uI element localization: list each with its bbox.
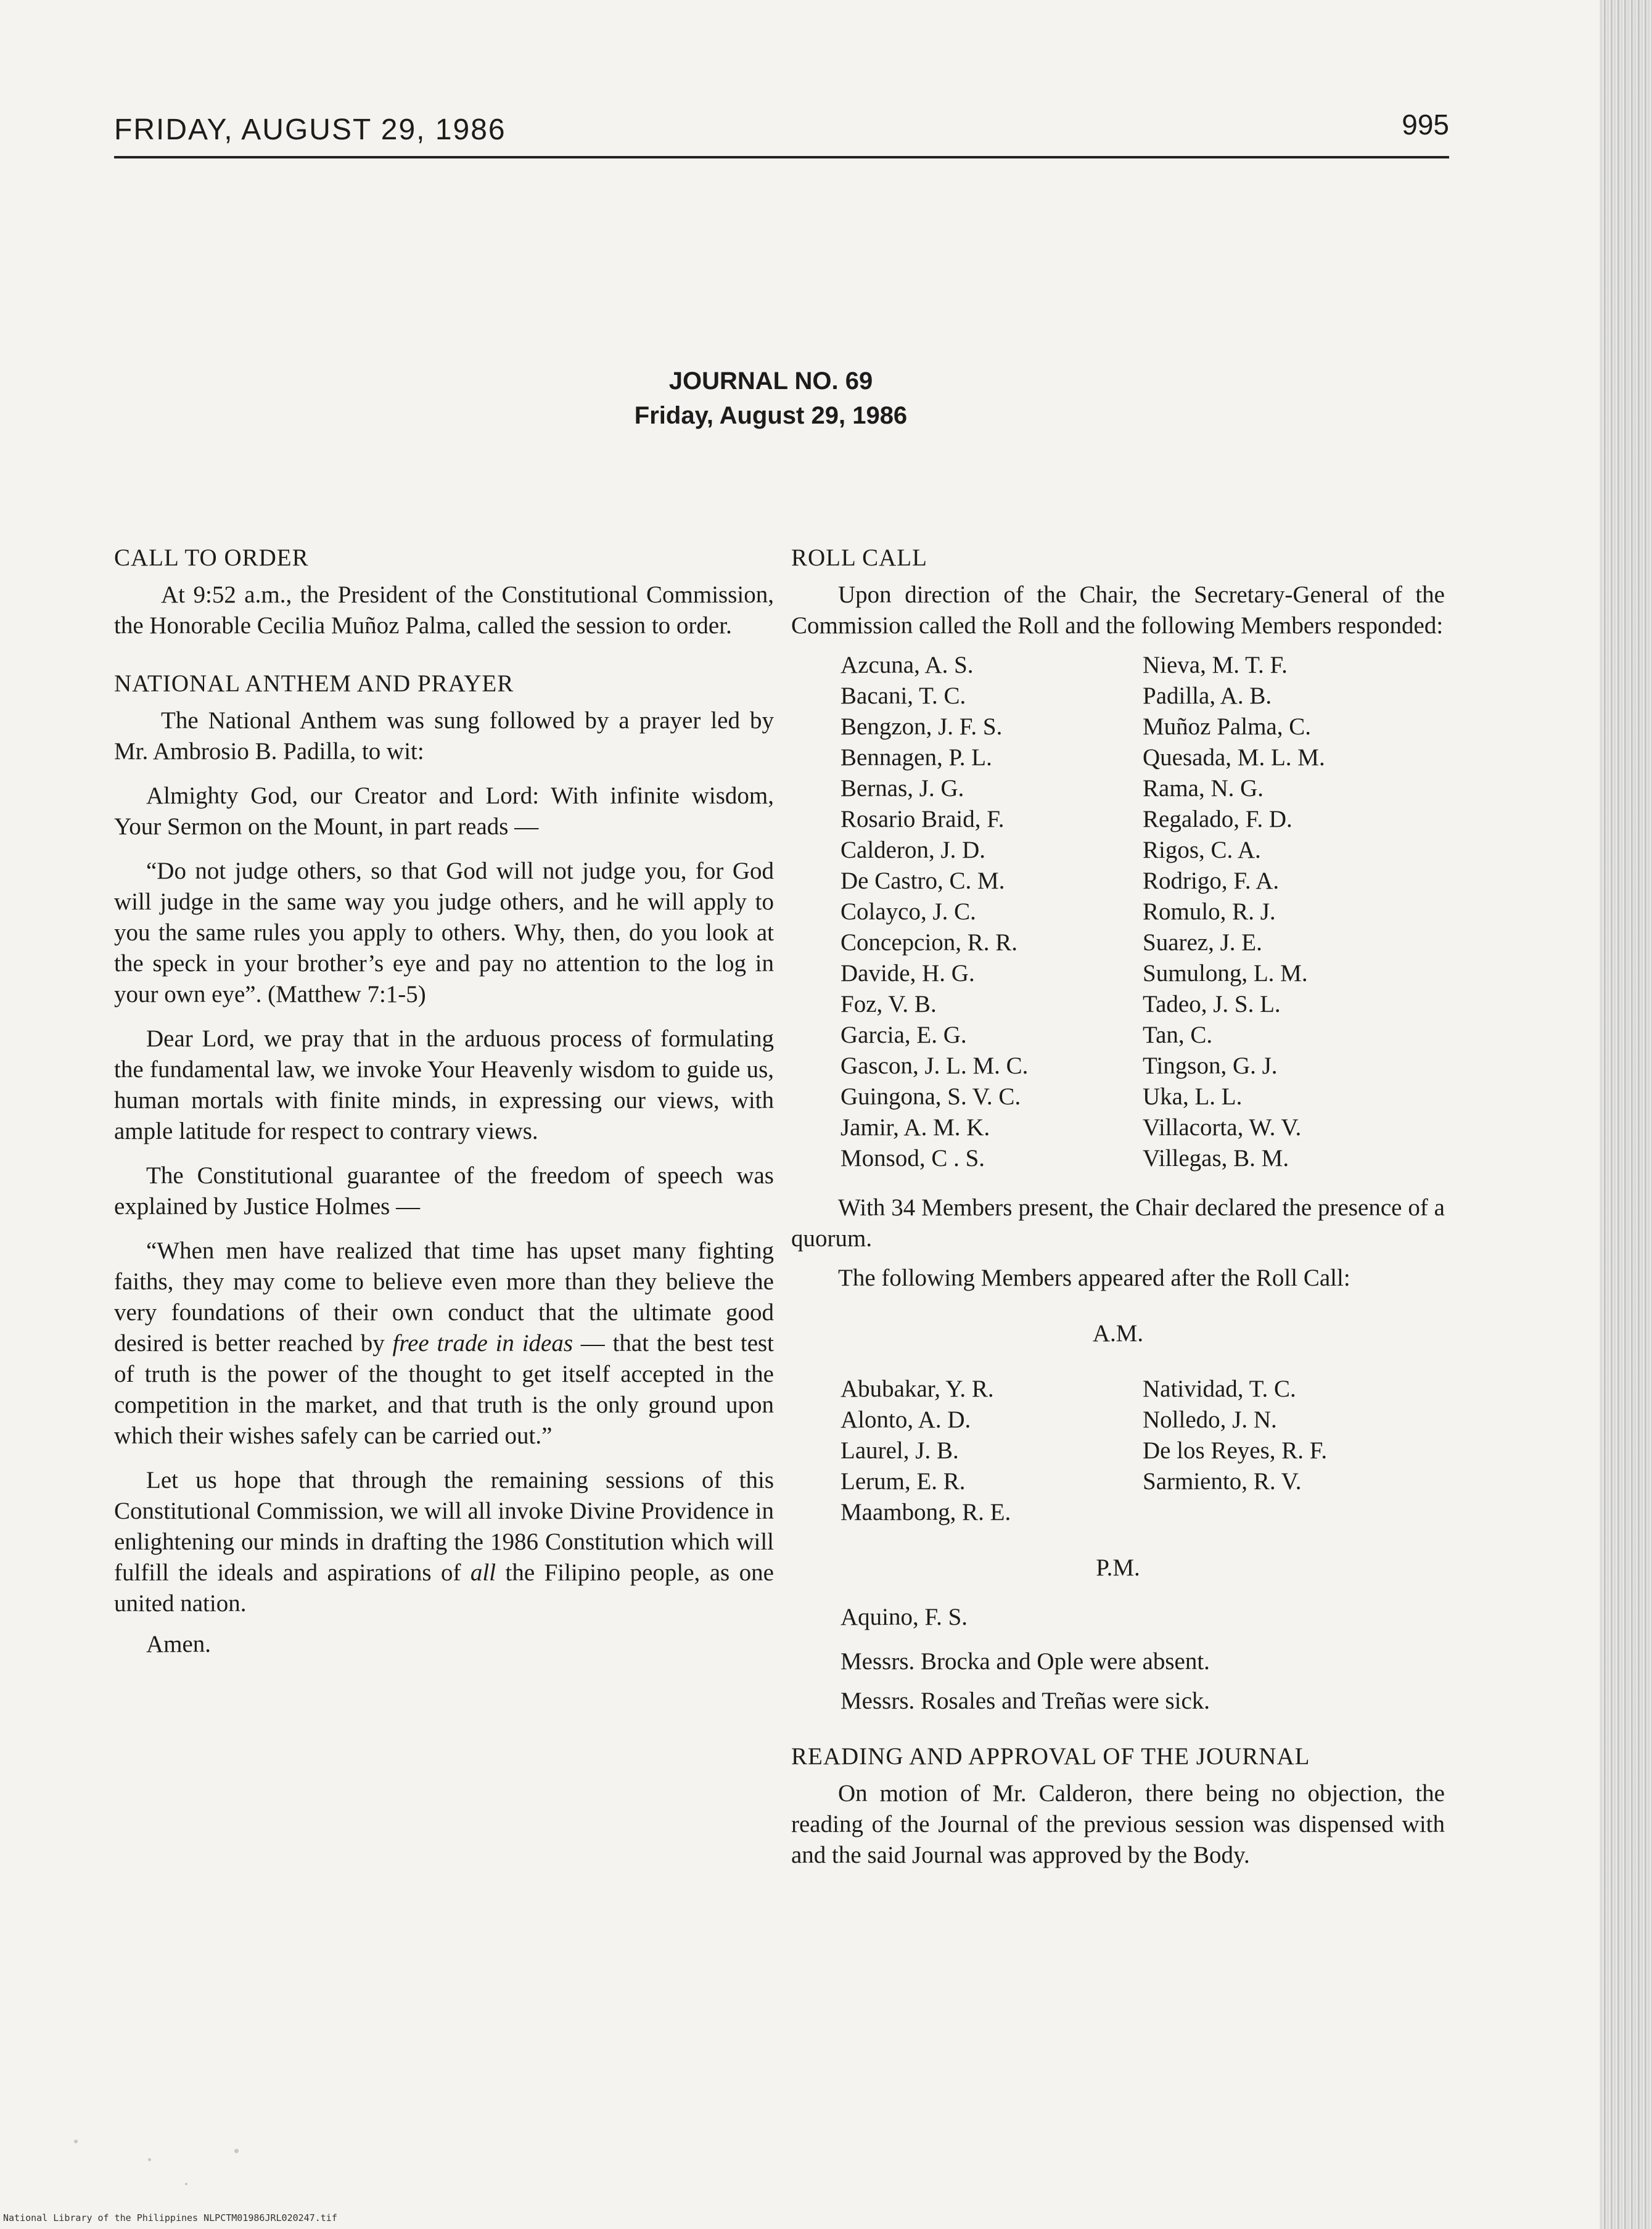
member-name: Muñoz Palma, C.: [1143, 713, 1311, 740]
anthem-intro: The National Anthem was sung followed by a prayer led by Mr. Ambrosio B. Padilla, to wit:: [114, 707, 774, 765]
after-roll-text: The following Members appeared after the Roll Call:: [838, 1265, 1350, 1291]
running-head: [114, 108, 1449, 158]
holmes-quote: [114, 1236, 774, 1451]
member-name: Romulo, R. J.: [1143, 898, 1276, 925]
member-name: Davide, H. G.: [840, 960, 975, 987]
member-name: Villegas, B. M.: [1143, 1145, 1289, 1172]
member-name: Azcuna, A. S.: [840, 652, 974, 678]
member-name: Nieva, M. T. F.: [1143, 652, 1288, 678]
quorum-text: With 34 Members present, the Chair declared the presence of a quorum.: [791, 1194, 1445, 1252]
prayer-4-part-2: the Filipino people, as one united nation.: [114, 1559, 774, 1617]
prayer-paragraph-1: Almighty God, our Creator and Lord: With infinite wisdom, Your Sermon on the Mount, in part reads —: [114, 782, 774, 840]
roll-call-intro: Upon direction of the Chair, the Secretary-General of the Commission called the Roll and the following Members responded:: [791, 581, 1445, 639]
prayer-paragraph-2: Dear Lord, we pray that in the arduous process of formulating the fundamental law, we invoke Your Heavenly wisdom to guide us, human mortals with finite minds, in expressing our views, with ample latitude for respect to contrary views.: [114, 1025, 774, 1144]
members-present-list: [840, 650, 1445, 1174]
journal-approval-heading: READING AND APPROVAL OF THE JOURNAL: [791, 1743, 1310, 1770]
prayer-4-emphasis: all: [470, 1559, 496, 1586]
member-name: Villacorta, W. V.: [1143, 1114, 1302, 1141]
journal-number: JOURNAL NO. 69: [668, 367, 873, 395]
member-name: Tan, C.: [1143, 1022, 1213, 1048]
journal-title: [493, 364, 1048, 433]
pm-member: Aquino, F. S.: [840, 1604, 968, 1630]
pm-label: P.M.: [1096, 1554, 1140, 1581]
holmes-quote-part-2: — that the best test of truth is the power of the thought to get itself accepted in the competition in the market, and that truth is the only ground upon which their wishes safely can be carried out.”: [114, 1330, 775, 1449]
am-members-col-2: [1143, 1374, 1445, 1528]
am-members-col-1: [840, 1374, 1143, 1528]
member-name: Rama, N. G.: [1143, 775, 1264, 802]
member-name: Uka, L. L.: [1143, 1083, 1243, 1110]
late-member-name: Natividad, T. C.: [1143, 1376, 1296, 1402]
late-member-name: Alonto, A. D.: [840, 1406, 971, 1433]
page-number: 995: [1402, 109, 1449, 141]
member-name: Colayco, J. C.: [840, 898, 976, 925]
sick-note: Messrs. Rosales and Treñas were sick.: [840, 1688, 1210, 1714]
member-name: De Castro, C. M.: [840, 868, 1005, 894]
member-name: Monsod, C . S.: [840, 1145, 985, 1172]
member-name: Guingona, S. V. C.: [840, 1083, 1021, 1110]
member-name: Quesada, M. L. M.: [1143, 744, 1325, 771]
member-name: Calderon, J. D.: [840, 837, 986, 863]
late-member-name: Maambong, R. E.: [840, 1499, 1011, 1525]
am-label: A.M.: [1092, 1320, 1144, 1347]
member-name: Rodrigo, F. A.: [1143, 868, 1280, 894]
member-name: Bengzon, J. F. S.: [840, 713, 1003, 740]
member-name: Bernas, J. G.: [840, 775, 964, 802]
call-to-order-text: At 9:52 a.m., the President of the Constitutional Commission, the Honorable Cecilia Muñoz Palma, called the session to order.: [114, 581, 774, 639]
prayer-4-part-1: Let us hope that through the remaining sessions of this Constitutional Commission, we will all invoke Divine Providence in enlightening our minds in drafting the 1986 Constitution which will fulfill the ideals and aspirations of: [114, 1467, 774, 1586]
absent-note: Messrs. Brocka and Ople were absent.: [840, 1648, 1210, 1675]
member-name: Sumulong, L. M.: [1143, 960, 1308, 987]
anthem-heading: NATIONAL ANTHEM AND PRAYER: [114, 670, 514, 697]
member-name: Rigos, C. A.: [1143, 837, 1261, 863]
member-name: Gascon, J. L. M. C.: [840, 1053, 1029, 1079]
members-present-col-2: [1143, 650, 1445, 1174]
member-name: Tingson, G. J.: [1143, 1053, 1278, 1079]
member-name: Bacani, T. C.: [840, 683, 966, 709]
left-column: [114, 543, 774, 1660]
prayer-paragraph-3: The Constitutional guarantee of the freedom of speech was explained by Justice Holmes —: [114, 1162, 774, 1220]
call-to-order-heading: CALL TO ORDER: [114, 544, 309, 571]
roll-call-heading: ROLL CALL: [791, 544, 927, 571]
member-name: Garcia, E. G.: [840, 1022, 967, 1048]
member-name: Regalado, F. D.: [1143, 806, 1292, 832]
journal-approval-text: On motion of Mr. Calderon, there being no objection, the reading of the Journal of the previous session was dispensed with and the said Journal was approved by the Body.: [791, 1780, 1445, 1868]
right-column: [791, 543, 1445, 1871]
scan-edge: [1600, 0, 1652, 2229]
member-name: Foz, V. B.: [840, 991, 937, 1017]
amen: Amen.: [146, 1631, 212, 1657]
journal-date: Friday, August 29, 1986: [634, 402, 908, 429]
scan-source-note: National Library of the Philippines NLPCTM01986JRL020247.tif: [3, 2212, 337, 2223]
holmes-quote-emphasis: free trade in ideas: [392, 1330, 573, 1357]
late-member-name: Lerum, E. R.: [840, 1468, 966, 1495]
prayer-paragraph-4: [114, 1465, 774, 1619]
member-name: Tadeo, J. S. L.: [1143, 991, 1281, 1017]
member-name: Bennagen, P. L.: [840, 744, 992, 771]
late-member-name: Nolledo, J. N.: [1143, 1406, 1277, 1433]
running-date: FRIDAY, AUGUST 29, 1986: [114, 113, 506, 146]
member-name: Padilla, A. B.: [1143, 683, 1272, 709]
late-member-name: Sarmiento, R. V.: [1143, 1468, 1302, 1495]
am-members-list: [840, 1374, 1445, 1528]
holmes-quote-part-1: “When men have realized that time has upset many fighting faiths, they may come to believe even more than they believe the very foundations of their own conduct that the ultimate good desired is better reached by: [114, 1238, 774, 1357]
member-name: Rosario Braid, F.: [840, 806, 1005, 832]
matthew-quote: “Do not judge others, so that God will not judge you, for God will judge in the same way you judge others, and he will apply to you the same rules you apply to others. Why, then, do you look at the speck in your brother’s eye and pay no attention to the log in your own eye”. (Matthew 7:1-5): [114, 858, 774, 1008]
late-member-name: De los Reyes, R. F.: [1143, 1437, 1328, 1464]
member-name: Concepcion, R. R.: [840, 929, 1018, 956]
member-name: Suarez, J. E.: [1143, 929, 1262, 956]
late-member-name: Laurel, J. B.: [840, 1437, 959, 1464]
late-member-name: Abubakar, Y. R.: [840, 1376, 994, 1402]
members-present-col-1: [840, 650, 1143, 1174]
member-name: Jamir, A. M. K.: [840, 1114, 990, 1141]
